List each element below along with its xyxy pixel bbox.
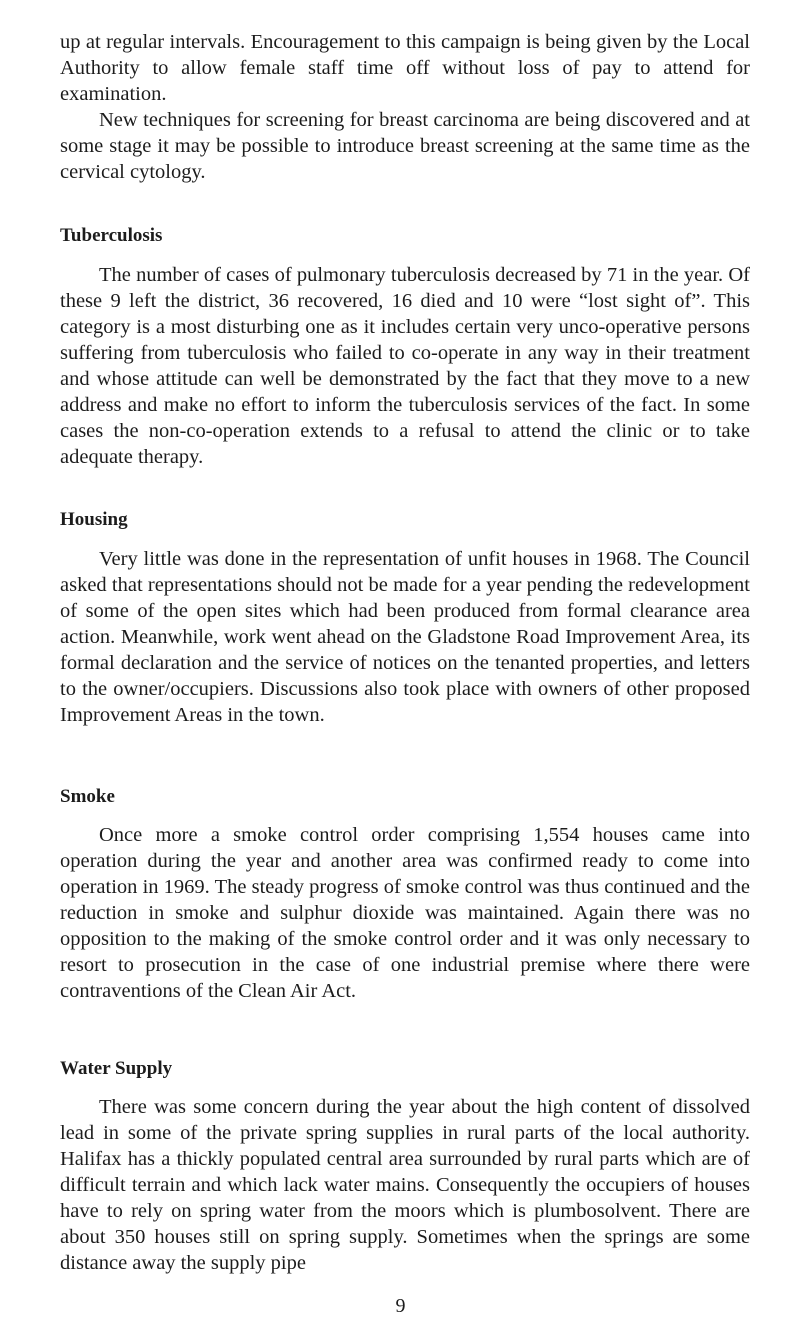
continuation-paragraph: up at regular intervals. Encouragement to this campaign is being given by the Local Authority to allow female staff time off without loss of pay to attend for examination. (60, 31, 750, 105)
tuberculosis-section (60, 262, 750, 470)
heading-smoke: Smoke (60, 786, 115, 807)
heading-housing: Housing (60, 509, 128, 530)
water-supply-paragraph: There was some concern during the year about the high content of dissolved lead in some of the private spring supplies in rural parts of the local authority. Halifax has a thickly populated central area surrounded by rural parts which are of difficult terrain and which lack water mains. Consequently the occupiers of houses have to rely on spring water from the moors which is plumbosolvent. There are about 350 houses still on spring supply. Sometimes when the springs are some distance away the supply pipe (60, 1096, 750, 1274)
housing-paragraph: Very little was done in the representation of unfit houses in 1968. The Council asked that representations should not be made for a year pending the redevelopment of some of the open sites which had been produced from formal clearance area action. Meanwhile, work went ahead on the Gladstone Road Improvement Area, its formal declaration and the service of notices on the tenanted properties, and letters to the owner/occupiers. Discussions also took place with owners of other proposed Improvement Areas in the town. (60, 548, 750, 726)
page-number: 9 (395, 1295, 406, 1317)
heading-tuberculosis: Tuberculosis (60, 225, 163, 246)
breast-screening-paragraph: New techniques for screening for breast carcinoma are being discovered and at some stage it may be possible to introduce breast screening at the same time as the cervical cytology. (60, 109, 750, 183)
smoke-section (60, 822, 750, 1004)
housing-section (60, 546, 750, 728)
water-supply-section (60, 1094, 750, 1276)
tuberculosis-paragraph: The number of cases of pulmonary tuberculosis decreased by 71 in the year. Of these 9 left the district, 36 recovered, 16 died and 10 were “lost sight of”. This category is a most disturbing one as it includes certain very unco-operative persons suffering from tuberculosis who failed to co-operate in any way in their treatment and whose attitude can well be demonstrated by the fact that they move to a new address and make no effort to inform the tuberculosis services of the fact. In some cases the non-co-operation extends to a refusal to attend the clinic or to take adequate therapy. (60, 264, 750, 468)
intro-block (60, 29, 750, 185)
heading-water-supply: Water Supply (60, 1058, 173, 1079)
smoke-paragraph: Once more a smoke control order comprising 1,554 houses came into operation during the year and another area was confirmed ready to come into operation in 1969. The steady progress of smoke control was thus continued and the reduction in smoke and sulphur dioxide was maintained. Again there was no opposition to the making of the smoke control order and it was only necessary to resort to prosecution in the case of one industrial premise where there were contraventions of the Clean Air Act. (60, 824, 750, 1002)
